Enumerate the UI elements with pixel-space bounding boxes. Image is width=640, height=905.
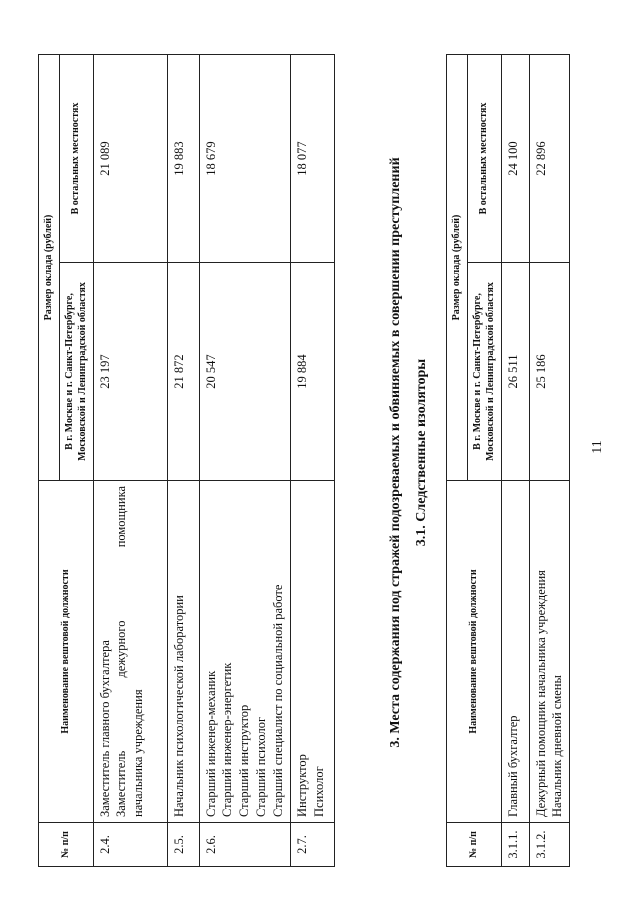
- salary-other: 22 896: [529, 55, 570, 263]
- position-name-cell: [167, 481, 199, 823]
- table-row: [501, 55, 529, 867]
- position-name-cell: [290, 481, 334, 823]
- position-line: Старший инженер-механик: [203, 670, 218, 817]
- table-row: [199, 55, 290, 867]
- salary-other: 24 100: [501, 55, 529, 263]
- header-position-name: Наименование вештовой должности: [447, 481, 502, 823]
- position-name-cell: [93, 481, 167, 823]
- header-num: № п/п: [447, 823, 502, 867]
- salary-table-1: [38, 54, 335, 867]
- salary-moscow: 19 884: [290, 263, 334, 481]
- header-moscow: В г. Москве и г. Санкт-Петербурге, Московской и Ленинградской областях: [467, 263, 501, 481]
- page-number: 11: [590, 440, 605, 454]
- position-line: Начальник дневной смены: [550, 675, 565, 817]
- row-num: 3.1.2.: [529, 823, 570, 867]
- salary-moscow: 25 186: [529, 263, 570, 481]
- row-num: 3.1.1.: [501, 823, 529, 867]
- salary-moscow: 20 547: [199, 263, 290, 481]
- salary-moscow: 26 511: [501, 263, 529, 481]
- header-other-areas: В остальных местностях: [467, 55, 501, 263]
- header-moscow: В г. Москве и г. Санкт-Петербурге, Московской и Ленинградской областях: [59, 263, 93, 481]
- salary-other: 18 679: [199, 55, 290, 263]
- position-line: Начальник психологической лаборатории: [171, 595, 186, 817]
- salary-table-2: [446, 54, 570, 867]
- header-position-name: Наименование вештовой должности: [39, 481, 94, 823]
- salary-other: 21 089: [93, 55, 167, 263]
- salary-other: 18 077: [290, 55, 334, 263]
- table-row: [93, 55, 167, 867]
- position-line: Заместитель дежурного помощника: [114, 486, 129, 817]
- position-line: Главный бухгалтер: [505, 715, 520, 817]
- header-salary-group: Размер оклада (рублей): [39, 55, 60, 481]
- position-line: Старший инженер-энергетик: [220, 662, 235, 817]
- position-line: начальника учреждения: [131, 689, 146, 817]
- header-other-areas: В остальных местностях: [59, 55, 93, 263]
- header-num: № п/п: [39, 823, 94, 867]
- position-name-cell: [529, 481, 570, 823]
- salary-moscow: 21 872: [167, 263, 199, 481]
- row-num: 2.4.: [93, 823, 167, 867]
- salary-moscow: 23 197: [93, 263, 167, 481]
- position-line: Старший инструктор: [237, 704, 252, 817]
- subsection-heading: 3.1. Следственные изоляторы: [414, 358, 429, 547]
- position-line: Старший психолог: [254, 716, 269, 817]
- position-name-cell: [199, 481, 290, 823]
- row-num: 2.6.: [199, 823, 290, 867]
- position-line: Дежурный помощник начальника учреждения: [533, 570, 548, 817]
- row-num: 2.5.: [167, 823, 199, 867]
- table-row: [290, 55, 334, 867]
- row-num: 2.7.: [290, 823, 334, 867]
- salary-other: 19 883: [167, 55, 199, 263]
- header-salary-group: Размер оклада (рублей): [447, 55, 468, 481]
- position-line: Старший специалист по социальной работе: [271, 584, 285, 817]
- position-line: Заместитель главного бухгалтера: [97, 640, 112, 817]
- table-row: [529, 55, 570, 867]
- section-heading: 3. Места содержания под стражей подозреваемых и обвиняемых в совершении преступлений: [388, 157, 403, 748]
- position-line: Инструктор: [294, 754, 309, 817]
- table-row: [167, 55, 199, 867]
- position-line: Психолог: [311, 766, 326, 817]
- position-name-cell: [501, 481, 529, 823]
